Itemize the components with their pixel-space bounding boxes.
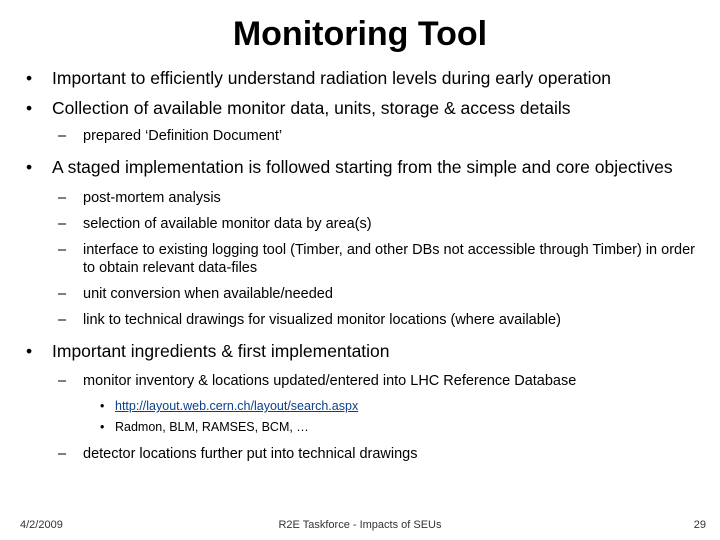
bullet-icon: • <box>26 98 33 118</box>
bullet-4-sub-2-text: detector locations further put into technical drawings <box>83 446 418 462</box>
dash-icon: – <box>58 373 67 389</box>
bullet-3-sub-4 <box>20 285 700 303</box>
bullet-icon: • <box>100 399 105 413</box>
bullet-3 <box>20 155 700 179</box>
bullet-3-sub-5-text: link to technical drawings for visualized monitor locations (where available) <box>83 312 561 328</box>
bullet-3-sub-3-text: interface to existing logging tool (Timber, and other DBs not accessible through Timber) in order to obtain relevant data-files <box>83 242 695 276</box>
bullet-2-sub-1 <box>20 127 700 145</box>
footer-date: 4/2/2009 <box>20 519 63 531</box>
bullet-1-text: Important to efficiently understand radiation levels during early operation <box>52 68 612 88</box>
footer-page-number: 29 <box>693 519 706 531</box>
bullet-3-text: A staged implementation is followed starting from the simple and core objectives <box>52 157 673 177</box>
dash-icon: – <box>58 128 67 144</box>
footer-center-text: R2E Taskforce - Impacts of SEUs <box>278 519 442 531</box>
bullet-4-sub-1-b-text: Radmon, BLM, RAMSES, BCM, … <box>115 420 309 434</box>
dash-icon: – <box>58 190 67 206</box>
bullet-4-sub-1 <box>20 372 700 390</box>
bullet-icon: • <box>26 341 33 361</box>
bullet-3-sub-4-text: unit conversion when available/needed <box>83 286 333 302</box>
bullet-icon: • <box>100 420 105 434</box>
bullet-3-sub-5 <box>20 311 700 329</box>
bullet-1 <box>20 66 700 90</box>
layout-database-link[interactable]: http://layout.web.cern.ch/layout/search.aspx <box>115 399 359 413</box>
bullet-4 <box>20 339 700 363</box>
bullet-4-sub-1-b <box>20 419 700 435</box>
dash-icon: – <box>58 216 67 232</box>
bullet-4-text: Important ingredients & first implementation <box>52 341 390 361</box>
bullet-3-sub-1 <box>20 189 700 207</box>
dash-icon: – <box>58 446 67 462</box>
bullet-3-sub-1-text: post-mortem analysis <box>83 190 221 206</box>
bullet-3-sub-3 <box>20 241 700 277</box>
dash-icon: – <box>58 286 67 302</box>
dash-icon: – <box>58 242 67 258</box>
bullet-2-sub-1-text: prepared ‘Definition Document’ <box>83 128 283 144</box>
slide-content <box>20 64 700 463</box>
bullet-icon: • <box>26 157 33 177</box>
bullet-icon: • <box>26 68 33 88</box>
slide-title: Monitoring Tool <box>232 15 488 53</box>
bullet-4-sub-2 <box>20 445 700 463</box>
bullet-4-sub-1-a <box>20 398 700 414</box>
bullet-2 <box>20 96 700 120</box>
bullet-3-sub-2-text: selection of available monitor data by area(s) <box>83 216 372 232</box>
dash-icon: – <box>58 312 67 328</box>
bullet-2-text: Collection of available monitor data, units, storage & access details <box>52 98 571 118</box>
bullet-4-sub-1-text: monitor inventory & locations updated/entered into LHC Reference Database <box>83 373 577 389</box>
bullet-3-sub-2 <box>20 215 700 233</box>
